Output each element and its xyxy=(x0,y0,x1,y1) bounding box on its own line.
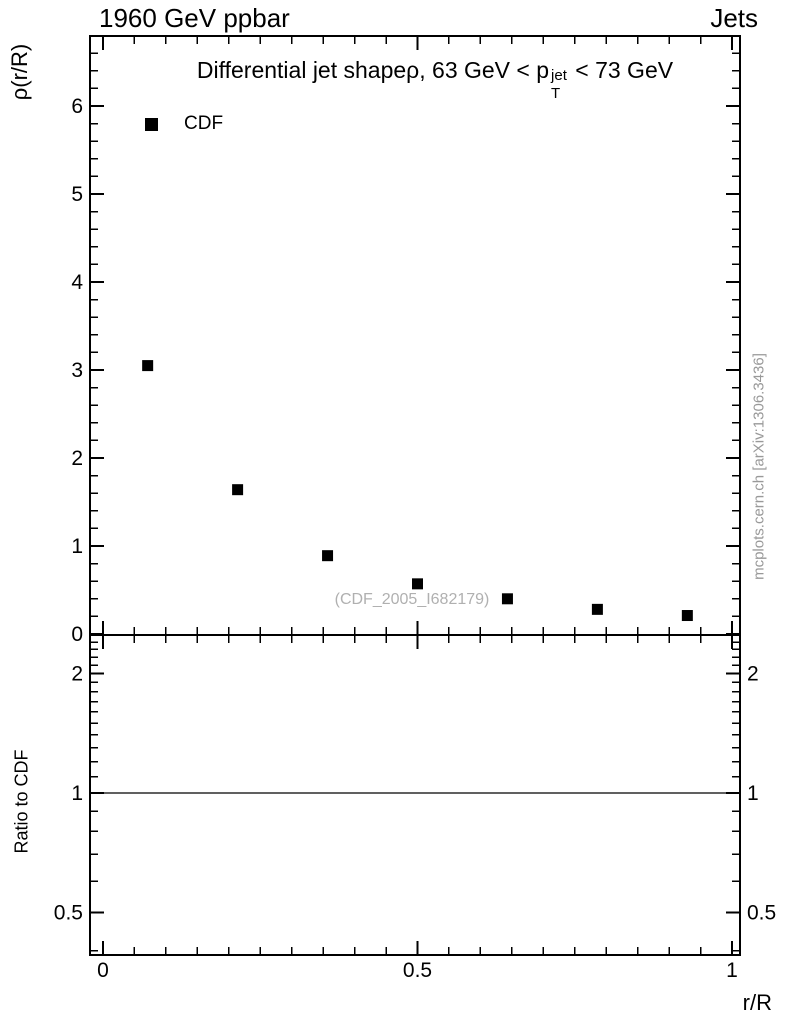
legend-label: CDF xyxy=(184,113,224,134)
data-point-marker xyxy=(322,550,333,561)
y-tick-label-ratio-left: 2 xyxy=(71,662,83,686)
mcplots-arxiv-note: mcplots.cern.ch [arXiv:1306.3436] xyxy=(750,353,768,580)
plot-title xyxy=(110,57,760,102)
x-tick-label: 0 xyxy=(97,959,109,982)
data-point-marker xyxy=(142,360,153,371)
x-tick-label: 0.5 xyxy=(402,959,433,982)
y-tick-label-ratio-left: 0.5 xyxy=(53,901,83,925)
data-point-marker xyxy=(412,578,423,589)
x-tick-label: 1 xyxy=(726,959,738,982)
y-tick-label-main: 5 xyxy=(71,183,83,206)
title-pt-supsub xyxy=(551,67,567,102)
title-pt-superscript: jet xyxy=(551,67,567,84)
header-beam-label: 1960 GeV ppbar xyxy=(99,3,290,33)
y-tick-label-main: 0 xyxy=(71,623,83,646)
y-tick-label-ratio-left: 1 xyxy=(71,782,83,805)
title-text-prefix: Differential jet shapeρ, 63 GeV < p xyxy=(196,57,550,83)
y-tick-label-main: 2 xyxy=(71,447,83,470)
ratio-panel-frame xyxy=(90,635,740,955)
analysis-id-watermark: (CDF_2005_I682179) xyxy=(334,591,490,608)
title-text-suffix: < 73 GeV xyxy=(568,57,674,83)
y-axis-label-main: ρ(r/R) xyxy=(7,43,32,101)
y-tick-label-ratio-right: 0.5 xyxy=(747,901,777,925)
title-pt-subscript: T xyxy=(551,85,561,102)
y-tick-label-main: 1 xyxy=(71,535,83,558)
header-analysis-label: Jets xyxy=(710,3,758,33)
y-tick-label-main: 3 xyxy=(71,359,83,382)
y-tick-label-ratio-right: 1 xyxy=(747,782,759,805)
y-tick-label-main: 4 xyxy=(71,271,83,294)
y-tick-label-ratio-right: 2 xyxy=(747,662,759,686)
x-axis-label: r/R xyxy=(742,990,772,1015)
data-point-marker xyxy=(592,604,603,615)
legend-marker-square-icon xyxy=(145,118,158,131)
data-point-marker xyxy=(682,610,693,621)
y-tick-label-main: 6 xyxy=(71,95,83,118)
data-point-marker xyxy=(232,484,243,495)
legend xyxy=(145,113,223,135)
y-axis-label-ratio: Ratio to CDF xyxy=(11,749,32,854)
